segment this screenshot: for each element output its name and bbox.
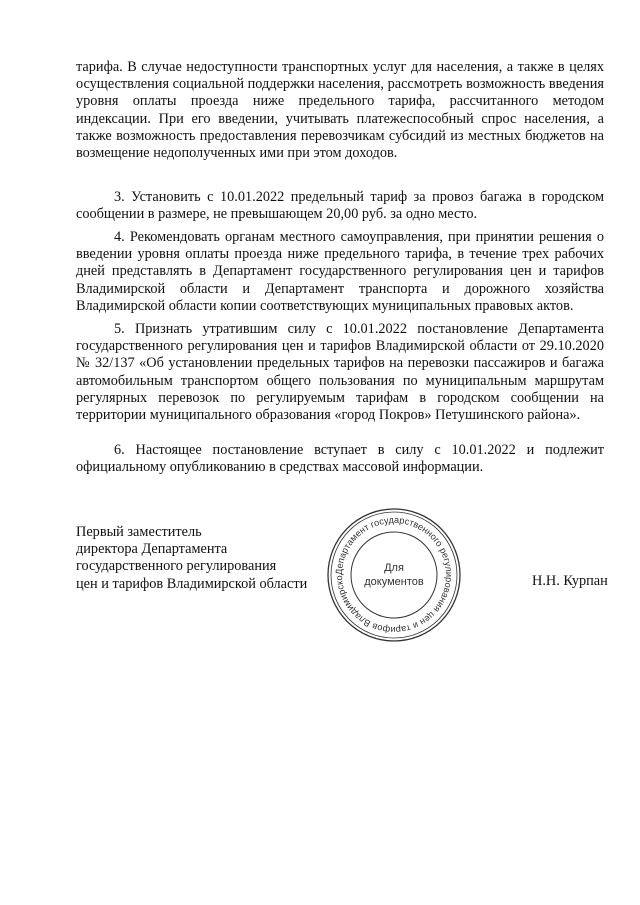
official-seal <box>326 507 462 643</box>
paragraph-item-6: 6. Настоящее постановление вступает в силу с 10.01.2022 и подлежит официальному опубликованию в средствах массовой информации. <box>76 442 604 476</box>
seal-center-line-1: Для <box>384 562 404 574</box>
position-line: цен и тарифов Владимирской области <box>76 575 308 592</box>
seal-ring-text: Департамент государственного регулирования цен и тарифов Владимирско <box>333 514 455 636</box>
paragraph-item-3: 3. Установить с 10.01.2022 предельный тариф за провоз багажа в городском сообщении в размере, не превышающем 20,00 руб. за одно место. <box>76 189 604 223</box>
paragraph-continuation: тарифа. В случае недоступности транспортных услуг для населения, а также в целях осуществления социальной поддержки населения, рассмотреть возможность введения уровня оплаты проезда ниже предельного тарифа, рассчитанного методом индексации. При его введении, учитывать платежеспособный спрос населения, а также возможность предоставления перевозчикам субсидий из местных бюджетов на возмещение недополученных ими при этом доходов. <box>76 59 604 162</box>
position-line: Первый заместитель <box>76 524 202 540</box>
paragraph-item-4: 4. Рекомендовать органам местного самоуправления, при принятии решения о введении уровня оплаты проезда ниже предельного тарифа, в течение трех рабочих дней представлять в Департамент государственного регулирования цен и тарифов Владимирской области и Департамент транспорта и дорожного хозяйства Владимирской области копии соответствующих муниципальных правовых актов. <box>76 229 604 314</box>
position-line: директора Департамента <box>76 541 228 558</box>
seal-center-line-2: документов <box>364 576 424 588</box>
paragraph-item-5: 5. Признать утратившим силу с 10.01.2022 постановление Департамента государственного регулирования цен и тарифов Владимирской области от 29.10.2020 № 32/137 «Об установлении предельных тарифов на перевозки пассажиров и багажа автомобильным транспортом общего пользования по муниципальным маршрутам регулярных перевозок по регулируемым тарифам в городском сообщении на территории муниципального образования «город Покров» Петушинского района». <box>76 321 604 424</box>
position-line: государственного регулирования <box>76 558 277 575</box>
signatory-position <box>76 524 307 593</box>
signatory-name: Н.Н. Курпан <box>532 573 608 589</box>
